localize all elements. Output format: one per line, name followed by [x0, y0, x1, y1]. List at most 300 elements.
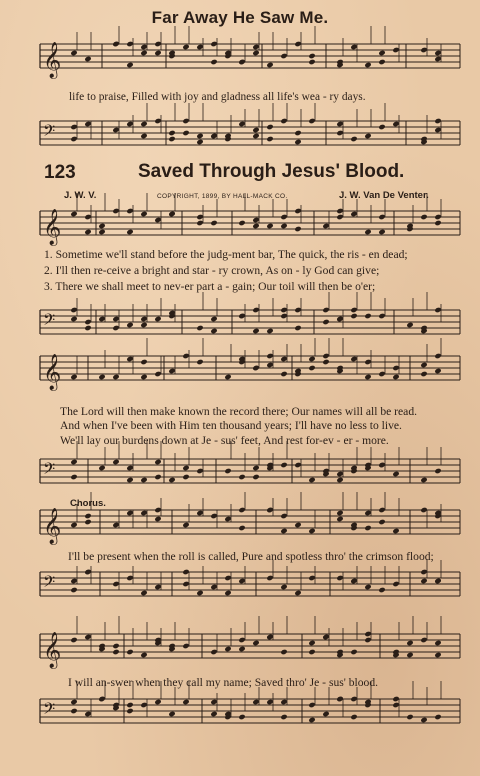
note-head	[294, 325, 301, 331]
note-head	[168, 477, 175, 483]
note-head	[70, 522, 77, 528]
note-head	[210, 316, 217, 322]
note-head	[154, 371, 161, 377]
note-head	[266, 136, 273, 142]
note-head	[84, 319, 91, 325]
note-head	[126, 465, 133, 471]
note-head	[294, 462, 301, 468]
note-head	[364, 637, 371, 643]
note-head	[308, 356, 315, 362]
note-head	[280, 356, 287, 362]
note-head	[266, 62, 273, 68]
note-head	[392, 374, 399, 380]
note-head	[112, 459, 119, 465]
note-head	[280, 371, 287, 377]
note-head	[308, 717, 315, 723]
treble-clef-icon: 𝄞	[43, 209, 62, 245]
note-head	[126, 121, 133, 127]
note-head	[336, 471, 343, 477]
note-head	[154, 699, 161, 705]
treble-clef-icon: 𝄞	[43, 632, 62, 668]
note-head	[322, 307, 329, 313]
note-head	[392, 702, 399, 708]
note-head	[70, 136, 77, 142]
note-head	[252, 307, 259, 313]
verse-3-line-1: 3. There we shall meet to nev-er part a - gain; Our toil will then be o'er;	[44, 280, 376, 293]
note-head	[252, 217, 259, 223]
note-head	[420, 637, 427, 643]
note-head	[84, 569, 91, 575]
note-head	[154, 459, 161, 465]
note-head	[210, 41, 217, 47]
note-head	[84, 121, 91, 127]
note-head	[350, 356, 357, 362]
bass-clef-icon: 𝄢	[43, 699, 56, 722]
note-head	[280, 513, 287, 519]
note-head	[434, 118, 441, 124]
note-head	[322, 353, 329, 359]
note-head	[238, 474, 245, 480]
note-head	[140, 121, 147, 127]
note-head	[224, 590, 231, 596]
note-head	[364, 313, 371, 319]
treble-clef-icon: 𝄞	[43, 354, 62, 390]
note-head	[294, 139, 301, 145]
note-head	[434, 468, 441, 474]
note-head	[238, 646, 245, 652]
note-head	[210, 584, 217, 590]
note-head	[392, 581, 399, 587]
note-head	[98, 316, 105, 322]
note-head	[350, 649, 357, 655]
note-head	[350, 136, 357, 142]
note-head	[238, 313, 245, 319]
lyricist-credit: J. W. V.	[64, 190, 97, 201]
chorus-line-1: I'll be present when the roll is called, Pure and spotless thro' the crimson flood;	[68, 550, 434, 563]
note-head	[308, 118, 315, 124]
note-head	[196, 590, 203, 596]
note-head	[392, 365, 399, 371]
note-head	[98, 696, 105, 702]
verse-2-line-1: 2. I'll then re-ceive a bright and star - ry crown, As on - ly God can give;	[44, 264, 380, 277]
note-head	[112, 127, 119, 133]
note-head	[308, 477, 315, 483]
note-head	[434, 652, 441, 658]
note-head	[154, 474, 161, 480]
chorus-label: Chorus.	[70, 498, 106, 509]
note-head	[224, 468, 231, 474]
note-head	[434, 714, 441, 720]
note-head	[308, 702, 315, 708]
note-head	[364, 374, 371, 380]
note-head	[322, 319, 329, 325]
note-head	[280, 584, 287, 590]
note-head	[434, 127, 441, 133]
note-head	[182, 522, 189, 528]
note-head	[420, 47, 427, 53]
note-head	[126, 477, 133, 483]
note-head	[294, 226, 301, 232]
note-head	[322, 223, 329, 229]
note-head	[266, 507, 273, 513]
note-head	[126, 322, 133, 328]
note-head	[140, 44, 147, 50]
note-head	[126, 510, 133, 516]
note-head	[294, 130, 301, 136]
note-head	[182, 699, 189, 705]
note-head	[238, 578, 245, 584]
note-head	[434, 50, 441, 56]
note-head	[294, 307, 301, 313]
note-head	[196, 359, 203, 365]
note-head	[210, 133, 217, 139]
note-head	[378, 519, 385, 525]
note-head	[350, 578, 357, 584]
note-head	[420, 507, 427, 513]
note-head	[294, 41, 301, 47]
note-head	[308, 649, 315, 655]
note-head	[154, 41, 161, 47]
note-head	[238, 220, 245, 226]
note-head	[140, 510, 147, 516]
note-head	[112, 643, 119, 649]
note-head	[224, 575, 231, 581]
note-head	[238, 121, 245, 127]
note-head	[70, 637, 77, 643]
note-head	[154, 50, 161, 56]
note-head	[280, 528, 287, 534]
note-head	[196, 133, 203, 139]
note-head	[378, 313, 385, 319]
note-head	[252, 50, 259, 56]
note-head	[280, 223, 287, 229]
note-head	[406, 322, 413, 328]
note-head	[210, 649, 217, 655]
note-head	[294, 208, 301, 214]
note-head	[112, 374, 119, 380]
note-head	[392, 47, 399, 53]
note-head	[378, 587, 385, 593]
note-head	[238, 59, 245, 65]
note-head	[406, 640, 413, 646]
note-head	[252, 44, 259, 50]
note-head	[434, 353, 441, 359]
note-head	[364, 525, 371, 531]
note-head	[350, 714, 357, 720]
note-head	[364, 510, 371, 516]
note-head	[252, 127, 259, 133]
note-head	[210, 328, 217, 334]
note-head	[420, 477, 427, 483]
note-head	[336, 575, 343, 581]
note-head	[350, 307, 357, 313]
note-head	[252, 223, 259, 229]
note-head	[350, 44, 357, 50]
note-head	[168, 368, 175, 374]
copyright-notice: COPYRIGHT, 1899, BY HALL-MACK CO.	[157, 193, 288, 200]
note-head	[224, 374, 231, 380]
note-head	[98, 229, 105, 235]
note-head	[238, 714, 245, 720]
note-head	[182, 465, 189, 471]
bass-clef-icon: 𝄢	[43, 121, 56, 144]
note-head	[196, 44, 203, 50]
note-head	[98, 465, 105, 471]
note-head	[322, 359, 329, 365]
verse-3-line-2: We'll lay our burdens down at Je - sus' feet, And rest for-ev - er - more.	[60, 434, 389, 447]
note-head	[308, 59, 315, 65]
verse-2-line-2: And when I've been with Him ten thousand years; I'll have no less to live.	[60, 419, 402, 432]
note-head	[70, 578, 77, 584]
note-head	[266, 575, 273, 581]
note-head	[336, 208, 343, 214]
note-head	[84, 325, 91, 331]
note-head	[126, 649, 133, 655]
note-head	[280, 307, 287, 313]
note-head	[126, 356, 133, 362]
note-head	[182, 353, 189, 359]
note-head	[70, 307, 77, 313]
note-head	[434, 220, 441, 226]
note-head	[84, 513, 91, 519]
note-head	[252, 133, 259, 139]
note-head	[378, 229, 385, 235]
note-head	[364, 359, 371, 365]
note-head	[196, 510, 203, 516]
note-head	[322, 634, 329, 640]
note-head	[154, 118, 161, 124]
note-head	[70, 211, 77, 217]
note-head	[238, 525, 245, 531]
note-head	[70, 459, 77, 465]
note-head	[378, 50, 385, 56]
verse-1-line-1: 1. Sometime we'll stand before the judg-ment bar, The quick, the ris - en dead;	[44, 248, 408, 261]
chorus-line-2: I will an-swer when they call my name; Saved thro' Je - sus' blood.	[68, 676, 379, 689]
note-head	[126, 41, 133, 47]
note-head	[168, 130, 175, 136]
note-head	[280, 714, 287, 720]
note-head	[84, 519, 91, 525]
note-head	[210, 711, 217, 717]
note-head	[280, 53, 287, 59]
note-head	[378, 59, 385, 65]
treble-clef-icon: 𝄞	[43, 508, 62, 544]
note-head	[378, 124, 385, 130]
bass-clef-icon: 𝄢	[43, 310, 56, 333]
note-head	[308, 575, 315, 581]
note-head	[182, 643, 189, 649]
note-head	[266, 634, 273, 640]
note-head	[420, 214, 427, 220]
note-head	[140, 322, 147, 328]
note-head	[392, 528, 399, 534]
running-title: Far Away He Saw Me.	[151, 8, 329, 27]
bass-clef-icon: 𝄢	[43, 572, 56, 595]
note-head	[378, 462, 385, 468]
note-head	[70, 124, 77, 130]
treble-clef-icon: 𝄞	[43, 42, 62, 78]
note-head	[434, 368, 441, 374]
note-head	[196, 468, 203, 474]
note-head	[252, 365, 259, 371]
note-head	[350, 313, 357, 319]
note-head	[70, 50, 77, 56]
note-head	[266, 353, 273, 359]
note-head	[140, 477, 147, 483]
note-head	[280, 462, 287, 468]
note-head	[126, 708, 133, 714]
note-head	[420, 569, 427, 575]
note-head	[406, 652, 413, 658]
note-head	[294, 590, 301, 596]
note-head	[112, 41, 119, 47]
note-head	[70, 708, 77, 714]
note-head	[434, 640, 441, 646]
note-head	[308, 365, 315, 371]
note-head	[280, 699, 287, 705]
note-head	[336, 510, 343, 516]
note-head	[126, 702, 133, 708]
note-head	[336, 214, 343, 220]
note-head	[280, 118, 287, 124]
note-head	[126, 229, 133, 235]
previous-hymn-lyric: life to praise, Filled with joy and gladness all life's wea - ry days.	[69, 91, 366, 103]
note-head	[70, 474, 77, 480]
note-head	[168, 711, 175, 717]
note-head	[336, 696, 343, 702]
note-head	[154, 507, 161, 513]
note-head	[280, 313, 287, 319]
note-head	[392, 471, 399, 477]
note-head	[154, 316, 161, 322]
note-head	[336, 121, 343, 127]
note-head	[392, 121, 399, 127]
note-head	[182, 569, 189, 575]
note-head	[126, 208, 133, 214]
note-head	[252, 474, 259, 480]
note-head	[196, 220, 203, 226]
note-head	[98, 374, 105, 380]
note-head	[420, 362, 427, 368]
note-head	[364, 229, 371, 235]
note-head	[280, 649, 287, 655]
note-head	[350, 696, 357, 702]
note-head	[140, 702, 147, 708]
note-head	[364, 133, 371, 139]
note-head	[238, 637, 245, 643]
note-head	[364, 584, 371, 590]
note-head	[126, 62, 133, 68]
note-head	[378, 507, 385, 513]
note-head	[154, 516, 161, 522]
note-head	[336, 316, 343, 322]
note-head	[70, 316, 77, 322]
note-head	[210, 59, 217, 65]
note-head	[252, 699, 259, 705]
note-head	[252, 465, 259, 471]
note-head	[266, 124, 273, 130]
note-head	[238, 507, 245, 513]
note-head	[336, 130, 343, 136]
note-head	[308, 640, 315, 646]
note-head	[84, 214, 91, 220]
note-head	[140, 50, 147, 56]
note-head	[140, 652, 147, 658]
note-head	[350, 211, 357, 217]
note-head	[140, 316, 147, 322]
bass-clef-icon: 𝄢	[43, 459, 56, 482]
note-head	[140, 374, 147, 380]
note-head	[378, 214, 385, 220]
note-head	[196, 139, 203, 145]
note-head	[322, 711, 329, 717]
note-head	[140, 359, 147, 365]
composer-credit: J. W. Van De Venter.	[339, 190, 429, 201]
note-head	[434, 578, 441, 584]
note-head	[420, 371, 427, 377]
note-head	[168, 211, 175, 217]
note-head	[266, 223, 273, 229]
note-head	[112, 649, 119, 655]
note-head	[196, 325, 203, 331]
note-head	[280, 214, 287, 220]
note-head	[112, 208, 119, 214]
note-head	[196, 214, 203, 220]
note-head	[84, 711, 91, 717]
note-head	[210, 699, 217, 705]
note-head	[294, 522, 301, 528]
note-head	[112, 581, 119, 587]
note-head	[336, 477, 343, 483]
note-head	[336, 516, 343, 522]
note-head	[182, 474, 189, 480]
hymn-title: Saved Through Jesus' Blood.	[138, 161, 405, 182]
note-head	[140, 211, 147, 217]
note-head	[210, 220, 217, 226]
note-head	[140, 590, 147, 596]
note-head	[378, 371, 385, 377]
note-head	[434, 56, 441, 62]
note-head	[266, 328, 273, 334]
note-head	[112, 325, 119, 331]
verse-1-line-2: The Lord will then make known the record there; Our names will all be read.	[60, 405, 418, 418]
note-head	[266, 699, 273, 705]
note-head	[84, 56, 91, 62]
note-head	[70, 374, 77, 380]
note-head	[364, 631, 371, 637]
note-head	[98, 223, 105, 229]
note-head	[182, 118, 189, 124]
note-head	[168, 136, 175, 142]
note-head	[126, 575, 133, 581]
note-head	[112, 522, 119, 528]
note-head	[154, 217, 161, 223]
note-head	[406, 714, 413, 720]
note-head	[224, 516, 231, 522]
note-head	[224, 646, 231, 652]
hymn-number: 123	[44, 162, 76, 183]
note-head	[420, 717, 427, 723]
note-head	[84, 229, 91, 235]
note-head	[140, 133, 147, 139]
note-head	[434, 214, 441, 220]
note-head	[70, 699, 77, 705]
note-head	[308, 528, 315, 534]
note-head	[70, 587, 77, 593]
note-head	[252, 328, 259, 334]
note-head	[308, 53, 315, 59]
note-head	[252, 640, 259, 646]
